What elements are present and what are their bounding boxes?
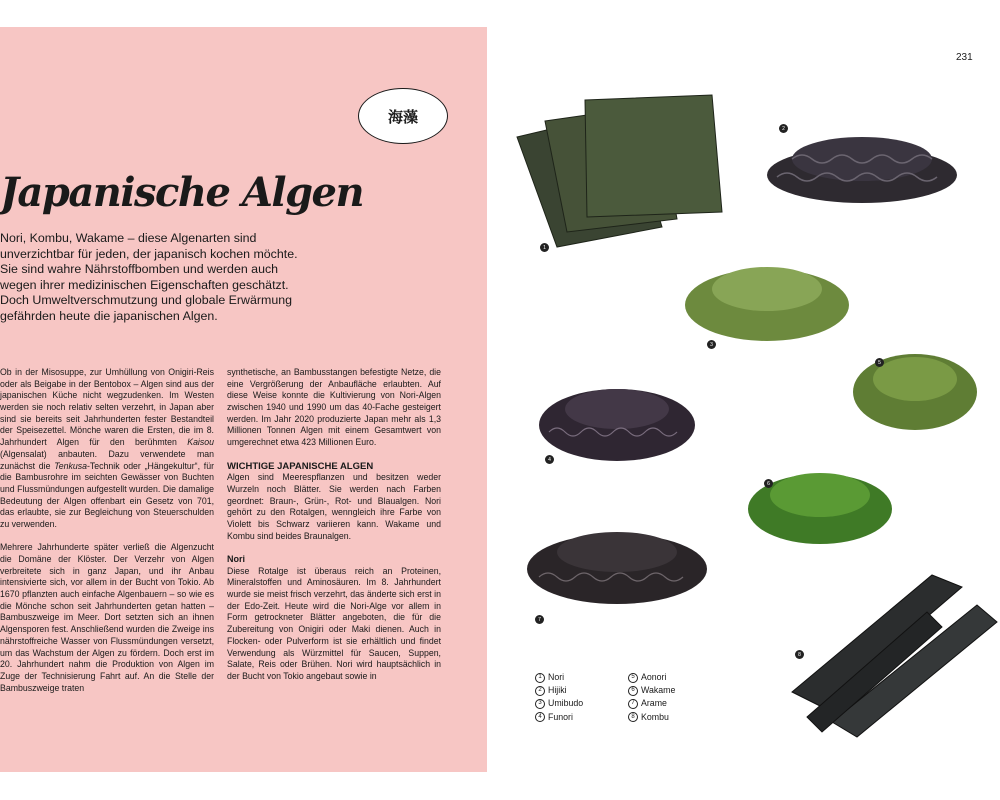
- legend-item: [628, 697, 675, 710]
- page-number: 231: [956, 52, 973, 63]
- nori-illustration: [517, 95, 722, 247]
- body-paragraph: Diese Rotalge ist überaus reich an Proteinen, Mineralstoffen und Aminosäuren. Im 8. Jahrhundert wurde sie meist frisch verzehrt, das änderte sich erst in der Edo-Zeit. Heute wird die Nori-Alge vor allem in Form getrockneter Blätter angeboten, die für die Zubereitung von Onigiri oder Maki dienen. Auch in Flocken- oder Pulverform ist sie erhältlich und findet Verwendung als Würzmittel für Saucen, Suppen, Salate, Reis oder Brühen. Nori wird hauptsächlich in der Bucht von Tokio angebaut sowie in: [227, 565, 441, 681]
- text-run: -Technik oder „Hängekultur“, für die Bambusrohre im seichten Gewässer von Buchten und Flussmündungen aufgestellt wurden. Die damalige Bedeutung der Algen offenbart ein Gesetz von 701, das erlaubte, sie zur Begleichung von Steuerschulden zu verwenden.: [0, 460, 214, 529]
- legend-item: [535, 684, 583, 697]
- illustration-number: 4: [545, 455, 554, 464]
- page-title: Japanische Algen: [0, 169, 364, 216]
- illustration-number: 2: [779, 124, 788, 133]
- seaweed-illustrations: [487, 27, 1000, 772]
- legend-number: 3: [535, 699, 545, 709]
- legend-number: 6: [628, 686, 638, 696]
- legend-item: [535, 671, 583, 684]
- legend-label: Hijiki: [548, 685, 567, 696]
- legend-item: [535, 697, 583, 710]
- legend-number: 5: [628, 673, 638, 683]
- illustration-number: 5: [875, 358, 884, 367]
- illustration-number: 1: [540, 243, 549, 252]
- legend-label: Funori: [548, 711, 573, 722]
- illustration-number: 3: [707, 340, 716, 349]
- body-paragraph: [0, 367, 214, 531]
- subsection-heading: Nori: [227, 554, 245, 564]
- illustration-number: 7: [535, 615, 544, 624]
- legend-number: 8: [628, 712, 638, 722]
- italic-term: Kaisou: [187, 437, 214, 448]
- section-heading: WICHTIGE JAPANISCHE ALGEN: [227, 460, 374, 472]
- intro-paragraph: Nori, Kombu, Wakame – diese Algenarten sind unverzichtbar für jeden, der japanisch kochen möchte. Sie sind wahre Nährstoffbomben und werden auch wegen ihrer medizinischen Eigenschaften geschätzt. Doch Umweltverschmutzung und globale Erwärmung gefährden heute die japanischen Algen.: [0, 231, 298, 323]
- legend-label: Aonori: [641, 672, 667, 682]
- hijiki-illustration: [767, 137, 957, 203]
- legend-item: [535, 711, 583, 724]
- illustration-number: 8: [795, 650, 804, 659]
- kombu-illustration: [792, 575, 997, 737]
- italic-term: Tenkusa: [54, 460, 87, 471]
- text-run: Ob in der Misosuppe, zur Umhüllung von Onigiri-Reis oder als Beigabe in der Bentobox – Algen sind aus der japanischen Küche nicht wegzudenken. Im Westen werden sie noch relativ selten verzehrt, in Japan aber sind sie bereits seit Jahrhunderten fester Bestandteil der Speisezettel. Mönche waren die Ersten, die im 8. Jahrhundert Algen für den berühmten: [0, 367, 214, 448]
- legend-number: 1: [535, 673, 545, 683]
- legend-number: 4: [535, 712, 545, 722]
- umibudo-illustration: [685, 267, 849, 341]
- text-column-2: [227, 367, 441, 694]
- body-paragraph: synthetische, an Bambusstangen befestigte Netze, die eine Vergrößerung der Anbaufläche erlaubten. Auf diese Weise konnte die Kultivierung von Nori-Algen zwischen 1940 und 1990 um das 40-Fache gesteigert werden. Im Jahr 2020 produzierte Japan mehr als 1,3 Millionen Tonnen Algen mit einem Gesamtwert von umgerechnet etwa 423 Millionen Euro.: [227, 367, 441, 448]
- text-run: (Algensalat) anbauten. Dazu verwendete man zunächst die: [0, 448, 214, 471]
- legend-column-2: [628, 671, 675, 724]
- legend-number: 2: [535, 686, 545, 696]
- legend-label: Kombu: [641, 711, 669, 722]
- body-paragraph: Mehrere Jahrhunderte später verließ die Algenzucht die Domäne der Klöster. Der Verzehr von Algen verbreitete sich in ganz Japan, und ihr Anbau intensivierte sich, vor allem in der Bucht von Tokio. Ab 1670 pflanzten auch einfache Algenbauern – so wie es die Mönche schon seit Jahrhunderten getan hatten – Bambuszweige im Meer. Dort setzten sich an ihnen Algensporen fest. Anschließend wurden die Zweige ins nährstoffreiche Wasser von Flussmündungen versetzt, um das Wachstum der Algen zu fördern. Doch erst im 20. Jahrhundert nahm die Produktion von Algen im Zuge der Technisierung Fahrt auf. An die Stelle der Bambuszweige traten: [0, 542, 214, 693]
- kanji-label: 海藻: [387, 107, 418, 126]
- legend-column-1: [535, 671, 583, 724]
- legend-item: [628, 684, 675, 697]
- body-paragraph: Algen sind Meerespflanzen und besitzen weder Wurzeln noch Blätter. Sie werden nach Farben geordnet: Braun-, Grün-, Rot- und Blaualgen. Nori gehört zu den Rotalgen, wenngleich ihre Farbe von Violett bis Schwarz variieren kann. Wakame und Kombu sind beides Braunalgen.: [227, 472, 441, 541]
- legend-label: Nori: [548, 672, 565, 682]
- funori-illustration: [539, 389, 695, 461]
- legend-item: [628, 711, 675, 724]
- illustration-number: 6: [764, 479, 773, 488]
- legend-label: Arame: [641, 698, 667, 709]
- legend-item: [628, 671, 675, 684]
- legend-number: 7: [628, 699, 638, 709]
- text-column-1: [0, 367, 214, 706]
- aonori-illustration: [853, 354, 977, 430]
- legend-label: Wakame: [641, 685, 676, 696]
- legend-label: Umibudo: [548, 698, 584, 709]
- arame-illustration: [527, 532, 707, 604]
- kanji-speech-bubble: [358, 88, 448, 144]
